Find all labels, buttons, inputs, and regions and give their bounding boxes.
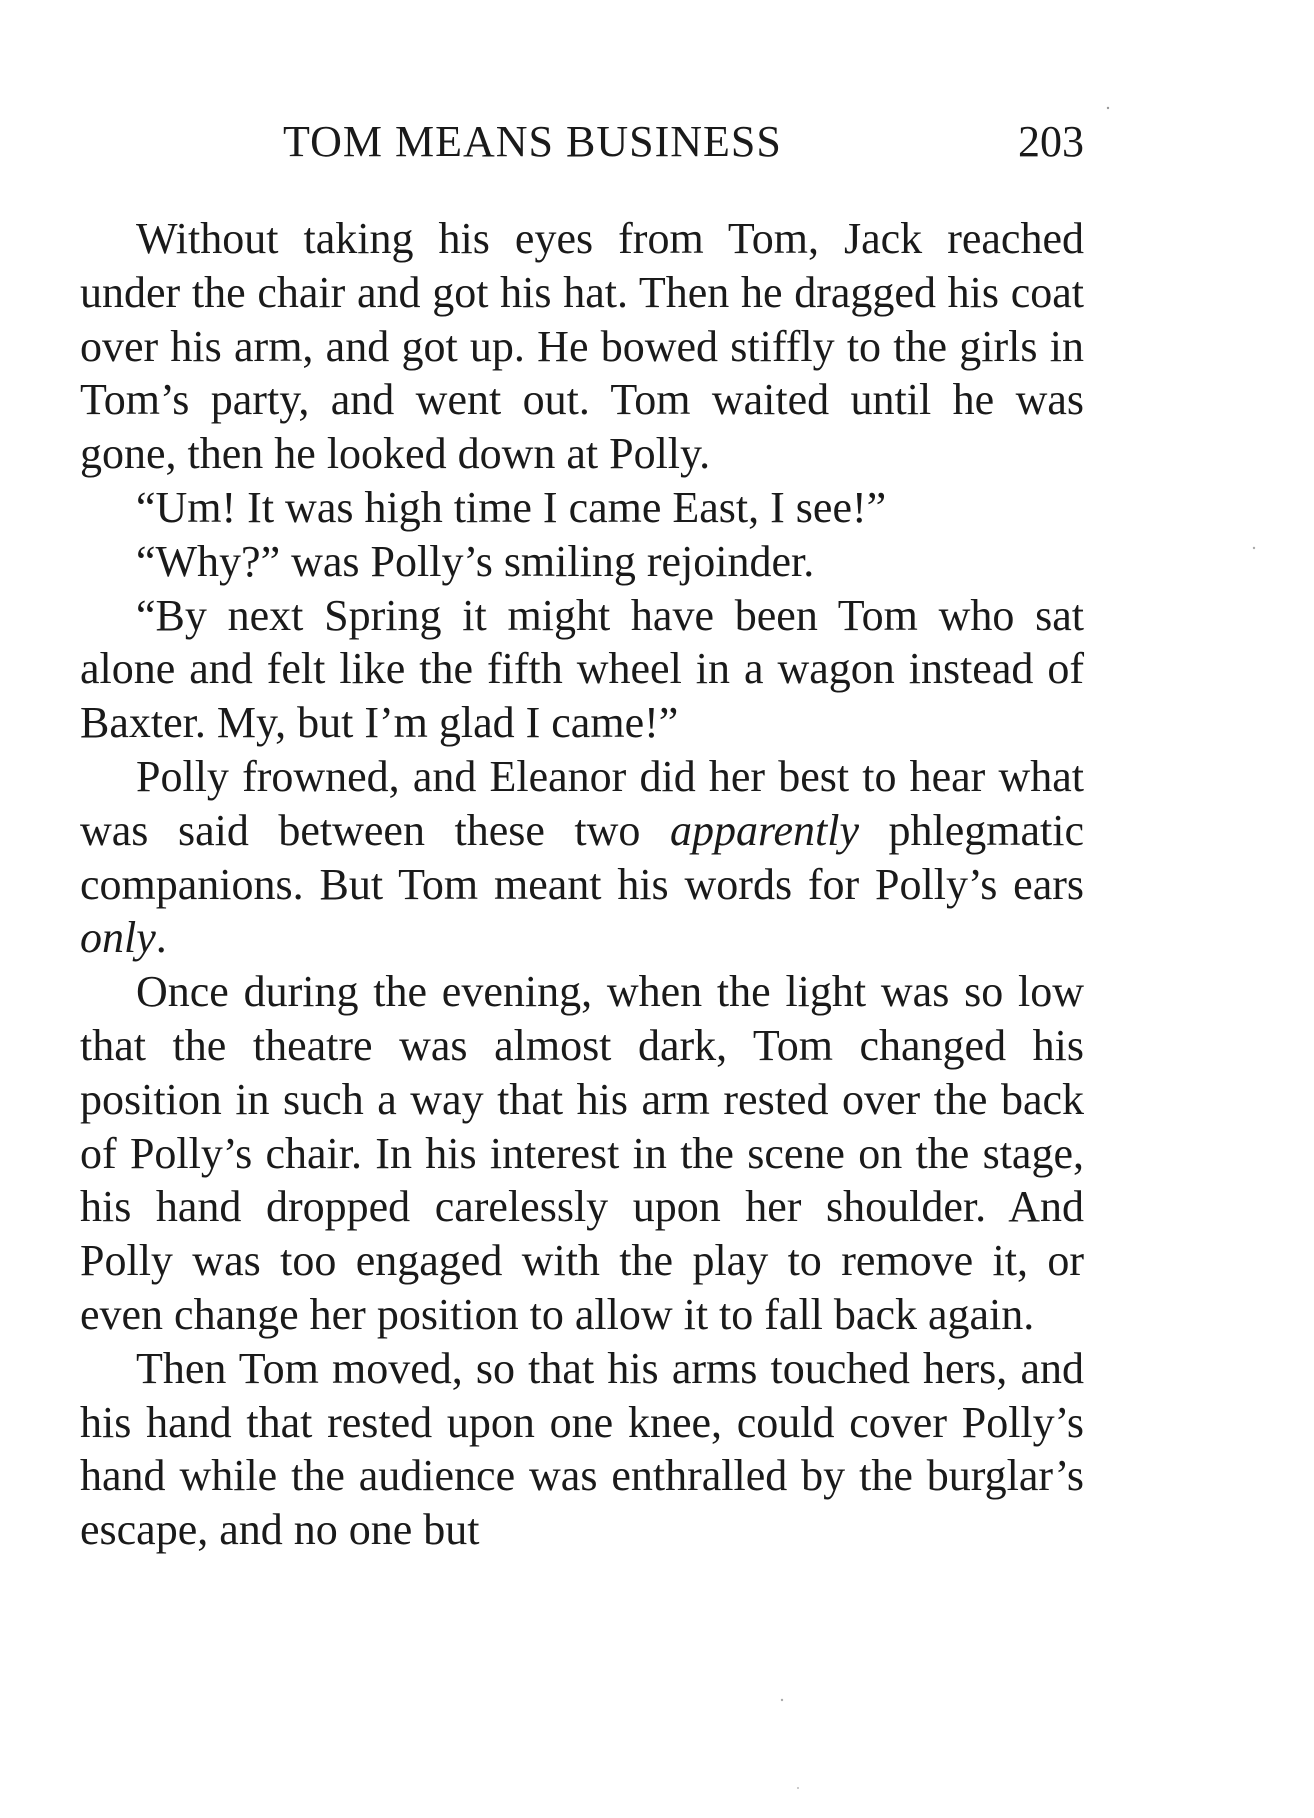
italic-text: only bbox=[80, 913, 156, 963]
paragraph-text: Once during the evening, when the light was so low that the theatre was almost dark, Tom changed his position in such a way that his arm rested over the back of Polly’s chair. In his interest in the scene on the stage, his hand dropped carelessly upon her shoulder. And Polly was too engaged with the play to remove it, or even change her position to allow it to fall back again. bbox=[80, 967, 1084, 1339]
paragraph bbox=[80, 1342, 1084, 1557]
paragraph bbox=[80, 965, 1084, 1342]
paragraph bbox=[80, 589, 1084, 750]
paragraph bbox=[80, 212, 1084, 481]
body-text bbox=[80, 212, 1084, 1557]
paragraph-text: “Why?” was Polly’s smiling rejoinder. bbox=[136, 536, 815, 586]
paragraph-text: “By next Spring it might have been Tom who sat alone and felt like the fifth wheel in a wagon instead of Baxter. My, but I’m glad I came!” bbox=[80, 590, 1084, 748]
paragraph-text: Polly frowned, and Eleanor did her best to hear what was said between these two bbox=[80, 751, 1084, 855]
paragraph bbox=[80, 535, 1084, 589]
paragraph-text: Then Tom moved, so that his arms touched hers, and his hand that rested upon one knee, could cover Polly’s hand while the audience was enthralled by the burglar’s escape, and no one but bbox=[80, 1343, 1084, 1555]
paragraph-text: phlegmatic companions. But Tom meant his words for Polly’s ears bbox=[80, 805, 1084, 909]
running-title: TOM MEANS BUSINESS bbox=[283, 117, 782, 166]
page-header bbox=[80, 112, 1084, 172]
paragraph-text: . bbox=[155, 913, 167, 963]
page-number: 203 bbox=[1018, 117, 1084, 166]
italic-text: apparently bbox=[669, 805, 859, 855]
paragraph-text: “Um! It was high time I came East, I see!” bbox=[136, 482, 887, 532]
paragraph bbox=[80, 481, 1084, 535]
paragraph-text: Without taking his eyes from Tom, Jack reached under the chair and got his hat. Then he dragged his coat over his arm, and got up. He bowed stiffly to the girls in Tom’s party, and went out. Tom waited until he was gone, then he looked down at Polly. bbox=[80, 214, 1084, 479]
paragraph bbox=[80, 750, 1084, 965]
